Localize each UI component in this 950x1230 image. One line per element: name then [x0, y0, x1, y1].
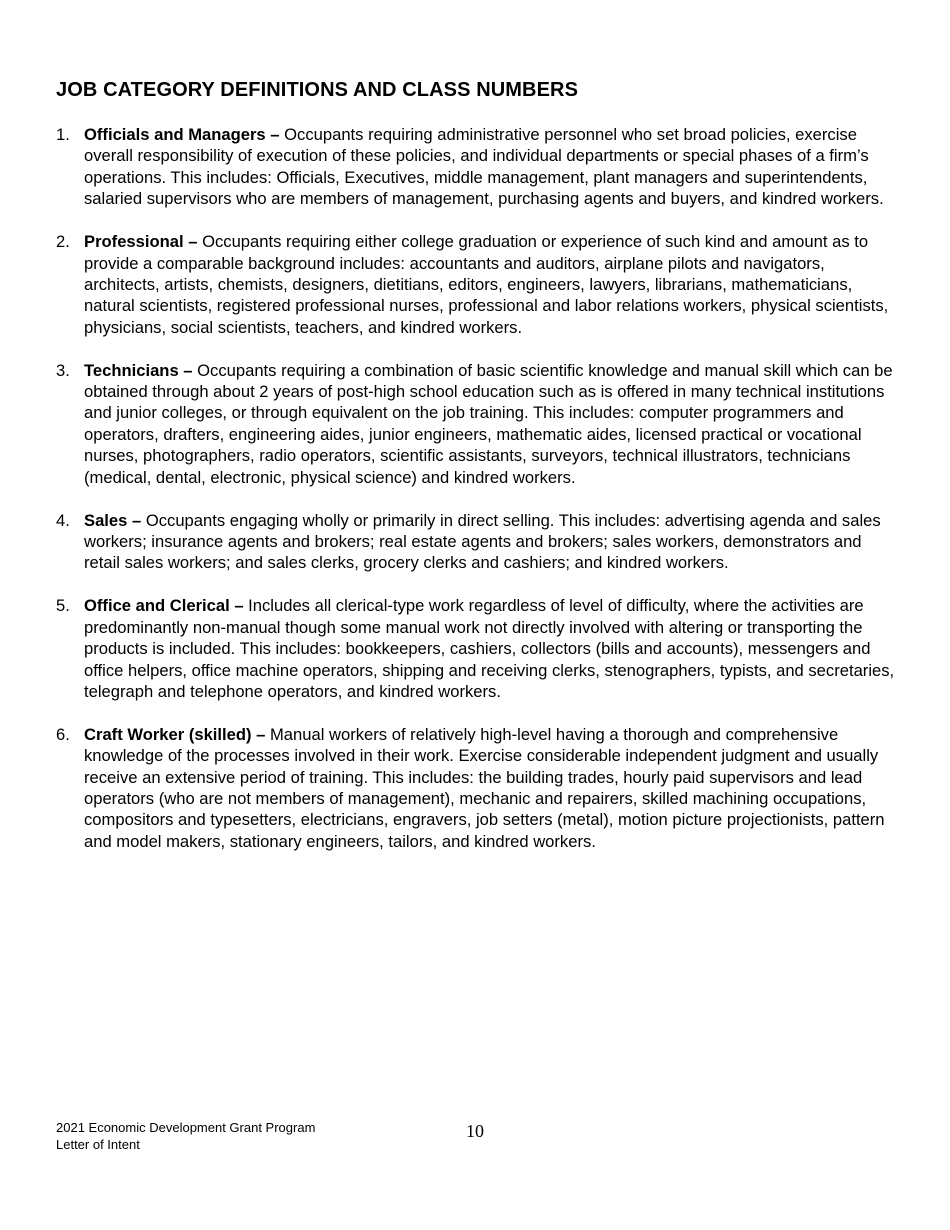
definition-item-technicians — [56, 360, 898, 488]
definition-item-officials-and-managers — [56, 124, 898, 210]
definitions-list — [56, 124, 898, 874]
definition-term: Sales – — [84, 510, 142, 530]
definition-item-craft-worker — [56, 724, 898, 852]
footer-document-name: Letter of Intent — [56, 1136, 140, 1152]
definition-term: Office and Clerical – — [84, 596, 244, 616]
page-title: JOB CATEGORY DEFINITIONS AND CLASS NUMBERS — [56, 79, 579, 101]
definition-text: Includes all clerical-type work regardless of level of difficulty, where the activities are predominantly non-manual though some manual work not directly involved with altering or transporting the products is included. This includes: bookkeepers, cashiers, collectors (bills and accounts), messengers and office helpers, office machine operators, shipping and receiving clerks, stenographers, typists, and secretaries, telegraph and telephone operators, and kindred workers. — [84, 596, 895, 701]
item-number: 6. — [56, 724, 70, 744]
footer-program-name: 2021 Economic Development Grant Program — [56, 1120, 316, 1135]
definition-text: Occupants requiring either college graduation or experience of such kind and amount as to provide a comparable background includes: accountants and auditors, airplane pilots and navigators, architects, artists, chemists, designers, dietitians, editors, engineers, lawyers, librarians, mathematicians, natural scientists, registered professional nurses, professional and labor relations workers, physical scientists, physicians, social scientists, teachers, and kindred workers. — [84, 232, 889, 337]
definition-text: Occupants requiring administrative personnel who set broad policies, exercise overall responsibility of execution of these policies, and individual departments or special phases of a firm’s operations. This includes: Officials, Executives, middle management, plant managers and superintendents, salaried supervisors who are members of management, purchasing agents and buyers, and kindred workers. — [84, 125, 884, 209]
page-number: 10 — [466, 1121, 484, 1141]
definition-item-office-and-clerical — [56, 595, 898, 702]
definition-term: Professional – — [84, 232, 198, 252]
definition-term: Craft Worker (skilled) – — [84, 724, 266, 744]
item-number: 3. — [56, 360, 70, 380]
definition-term: Officials and Managers – — [84, 125, 280, 144]
item-number: 4. — [56, 510, 70, 530]
definition-text: Occupants engaging wholly or primarily in direct selling. This includes: advertising agenda and sales workers; insurance agents and brokers; real estate agents and brokers; sales workers, demonstrators and retail sales workers; and sales clerks, grocery clerks and cashiers; and kindred workers. — [84, 510, 881, 573]
definition-item-sales — [56, 510, 898, 574]
definition-text: Manual workers of relatively high-level having a thorough and comprehensive knowledge of the processes involved in their work. Exercise considerable independent judgment and usually receive an extensive period of training. This includes: the building trades, hourly paid supervisors and lead operators (who are not members of management), mechanic and repairers, skilled machining occupations, compositors and typesetters, electricians, engravers, job setters (metal), motion picture projectionists, pattern and model makers, stationary engineers, tailors, and kindred workers. — [84, 724, 885, 851]
definition-text: Occupants requiring a combination of basic scientific knowledge and manual skill which can be obtained through about 2 years of post-high school education such as is offered in many technical institutions and junior colleges, or through equivalent on the job training. This includes: computer programmers and operators, drafters, engineering aides, junior engineers, mathematic aides, licensed practical or vocational nurses, photographers, radio operators, scientific assistants, surveyors, technical illustrators, technicians (medical, dental, electronic, physical science) and kindred workers. — [84, 360, 893, 487]
footer-program-info — [56, 1120, 315, 1153]
item-number: 2. — [56, 232, 70, 252]
item-number: 1. — [56, 125, 70, 144]
definition-item-professional — [56, 231, 898, 338]
item-number: 5. — [56, 596, 70, 616]
definition-term: Technicians – — [84, 360, 193, 380]
